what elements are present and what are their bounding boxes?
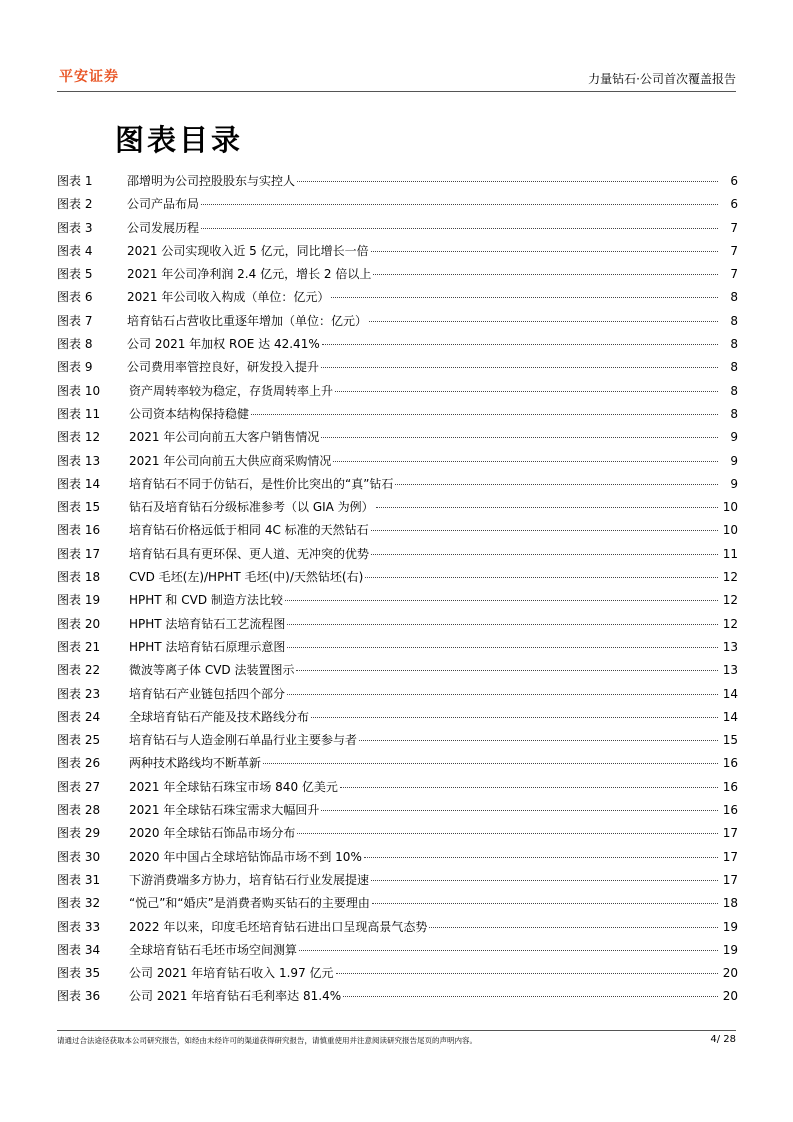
toc-entry-label: 图表 23 — [57, 686, 101, 701]
toc-dot-leader — [297, 181, 718, 182]
toc-entry[interactable] — [57, 496, 738, 519]
toc-entry-title[interactable]: 公司 2021 年加权 ROE 达 42.41% — [127, 337, 320, 352]
toc-dot-leader — [373, 274, 718, 275]
toc-entry-page: 11 — [722, 546, 738, 561]
toc-dot-leader — [333, 461, 718, 462]
toc-entry-page: 7 — [730, 267, 738, 282]
toc-entry[interactable] — [57, 892, 738, 915]
toc-entry-title[interactable]: 公司产品布局 — [127, 197, 200, 212]
toc-entry[interactable] — [57, 426, 738, 449]
toc-dot-leader — [321, 437, 718, 438]
toc-entry[interactable] — [57, 310, 738, 333]
toc-entry-title[interactable]: 2020 年全球钻石饰品市场分布 — [129, 826, 296, 841]
toc-dot-leader — [376, 507, 718, 508]
toc-entry-label: 图表 34 — [57, 942, 101, 957]
toc-entry-title[interactable]: 2021 公司实现收入近 5 亿元，同比增长一倍 — [127, 243, 369, 258]
toc-entry[interactable] — [57, 543, 738, 566]
toc-entry-label: 图表 27 — [57, 779, 101, 794]
toc-entry[interactable] — [57, 869, 738, 892]
toc-entry-page: 7 — [730, 243, 738, 258]
toc-entry-title[interactable]: 2020 年中国占全球培钻饰品市场不到 10% — [129, 849, 362, 864]
toc-dot-leader — [285, 600, 718, 601]
toc-entry-title[interactable]: 全球培育钻石产能及技术路线分布 — [129, 709, 310, 724]
toc-entry[interactable] — [57, 706, 738, 729]
toc-entry-title[interactable]: 公司费用率管控良好，研发投入提升 — [127, 360, 320, 375]
toc-entry-page: 14 — [722, 686, 738, 701]
toc-entry-label: 图表 18 — [57, 570, 101, 585]
toc-entry-title[interactable]: “悦己”和“婚庆”是消费者购买钻石的主要理由 — [129, 896, 370, 911]
toc-entry-title[interactable]: 两种技术路线均不断革新 — [129, 756, 262, 771]
toc-dot-leader — [331, 297, 718, 298]
toc-entry-page: 10 — [722, 523, 738, 538]
toc-entry[interactable] — [57, 356, 738, 379]
toc-entry-page: 9 — [730, 430, 738, 445]
toc-dot-leader — [322, 344, 718, 345]
toc-entry-label: 图表 19 — [57, 593, 101, 608]
toc-entry-title[interactable]: 2021 年全球钻石珠宝需求大幅回升 — [129, 803, 320, 818]
toc-entry[interactable] — [57, 962, 738, 985]
toc-heading: 图表目录 — [115, 123, 244, 157]
toc-entry-title[interactable]: 培育钻石与人造金刚石单晶行业主要参与者 — [129, 733, 358, 748]
toc-entry-label: 图表 6 — [57, 290, 93, 305]
toc-entry[interactable] — [57, 240, 738, 263]
toc-entry[interactable] — [57, 659, 738, 682]
toc-dot-leader — [365, 577, 718, 578]
toc-entry-page: 8 — [730, 406, 738, 421]
toc-entry-label: 图表 10 — [57, 383, 101, 398]
toc-entry-page: 16 — [722, 779, 738, 794]
toc-dot-leader — [335, 391, 718, 392]
toc-entry-label: 图表 2 — [57, 197, 93, 212]
toc-entry[interactable] — [57, 729, 738, 752]
toc-entry-title[interactable]: 公司 2021 年培育钻石毛利率达 81.4% — [129, 989, 342, 1004]
toc-entry-page: 8 — [730, 290, 738, 305]
toc-entry-title[interactable]: CVD 毛坯(左)/HPHT 毛坯(中)/天然钻坯(右) — [129, 570, 364, 585]
toc-entry-label: 图表 11 — [57, 406, 101, 421]
toc-entry-title[interactable]: 2021 年公司向前五大供应商采购情况 — [129, 453, 332, 468]
toc-entry-label: 图表 25 — [57, 733, 101, 748]
toc-entry[interactable] — [57, 170, 738, 193]
toc-dot-leader — [371, 251, 718, 252]
toc-entry[interactable] — [57, 193, 738, 216]
toc-entry-label: 图表 31 — [57, 872, 101, 887]
toc-entry-page: 8 — [730, 360, 738, 375]
toc-entry-title[interactable]: 邵增明为公司控股股东与实控人 — [127, 174, 296, 188]
toc-entry-page: 10 — [722, 500, 738, 515]
toc-entry-label: 图表 1 — [57, 174, 93, 188]
toc-dot-leader — [201, 228, 718, 229]
toc-dot-leader — [321, 810, 718, 811]
toc-entry[interactable] — [57, 403, 738, 426]
toc-entry-label: 图表 3 — [57, 220, 93, 235]
toc-entry-label: 图表 30 — [57, 849, 101, 864]
toc-entry-title[interactable]: 2022 年以来，印度毛坯培育钻石进出口呈现高景气态势 — [129, 919, 428, 934]
toc-entry-title[interactable]: 2021 年公司净利润 2.4 亿元，增长 2 倍以上 — [127, 267, 372, 282]
toc-entry-title[interactable]: 钻石及培育钻石分级标准参考（以 GIA 为例） — [129, 500, 374, 515]
toc-entry-title[interactable]: 公司 2021 年培育钻石收入 1.97 亿元 — [129, 966, 334, 981]
toc-entry-label: 图表 29 — [57, 826, 101, 841]
toc-entry-label: 图表 4 — [57, 243, 93, 258]
toc-dot-leader — [287, 694, 718, 695]
toc-entry[interactable] — [57, 683, 738, 706]
toc-entry[interactable] — [57, 799, 738, 822]
toc-entry-page: 16 — [722, 803, 738, 818]
toc-entry[interactable] — [57, 333, 738, 356]
report-title: 力量钻石·公司首次覆盖报告 — [588, 72, 736, 86]
toc-entry-page: 6 — [730, 174, 738, 188]
toc-entry-title[interactable]: 2021 年公司向前五大客户销售情况 — [129, 430, 320, 445]
toc-entry-page: 16 — [722, 756, 738, 771]
toc-entry-page: 12 — [722, 616, 738, 631]
toc-dot-leader — [395, 484, 718, 485]
header-divider — [57, 91, 736, 92]
toc-entry-label: 图表 7 — [57, 313, 93, 328]
toc-entry-label: 图表 12 — [57, 430, 101, 445]
toc-entry-title[interactable]: 2021 年全球钻石珠宝市场 840 亿美元 — [129, 779, 338, 794]
toc-entry-page: 20 — [722, 989, 738, 1004]
toc-dot-leader — [287, 647, 718, 648]
toc-entry-page: 19 — [722, 942, 738, 957]
toc-entry-label: 图表 17 — [57, 546, 101, 561]
toc-entry[interactable] — [57, 776, 738, 799]
toc-entry[interactable] — [57, 846, 738, 869]
toc-entry-label: 图表 13 — [57, 453, 101, 468]
toc-entry-label: 图表 33 — [57, 919, 101, 934]
toc-dot-leader — [251, 414, 718, 415]
toc-entry-page: 8 — [730, 337, 738, 352]
toc-entry[interactable] — [57, 613, 738, 636]
toc-entry-title[interactable]: 培育钻石占营收比重逐年增加（单位：亿元） — [127, 313, 368, 328]
toc-entry-title[interactable]: HPHT 法培育钻石工艺流程图 — [129, 616, 286, 631]
toc-entry-page: 9 — [730, 453, 738, 468]
toc-entry-label: 图表 8 — [57, 337, 93, 352]
toc-dot-leader — [340, 787, 718, 788]
toc-dot-leader — [364, 857, 718, 858]
toc-entry[interactable] — [57, 822, 738, 845]
toc-entry-label: 图表 9 — [57, 360, 93, 375]
toc-entry[interactable] — [57, 380, 738, 403]
toc-entry-label: 图表 21 — [57, 639, 101, 654]
toc-entry-title[interactable]: HPHT 和 CVD 制造方法比较 — [129, 593, 283, 608]
toc-entry-page: 6 — [730, 197, 738, 212]
toc-entry-title[interactable]: 培育钻石不同于仿钻石，是性价比突出的“真”钻石 — [129, 476, 394, 491]
footer-disclaimer: 请通过合法途径获取本公司研究报告，如经由未经许可的渠道获得研究报告，请慎重使用并注意阅读研究报告尾页的声明内容。 — [57, 1036, 477, 1045]
footer-divider — [57, 1030, 736, 1031]
toc-dot-leader — [311, 717, 718, 718]
toc-entry-title[interactable]: HPHT 法培育钻石原理示意图 — [129, 639, 286, 654]
toc-entry-page: 9 — [730, 476, 738, 491]
toc-entry-page: 17 — [722, 826, 738, 841]
toc-dot-leader — [371, 880, 718, 881]
toc-entry-label: 图表 35 — [57, 966, 101, 981]
toc-entry-page: 15 — [722, 733, 738, 748]
toc-entry-label: 图表 32 — [57, 896, 101, 911]
toc-entry[interactable] — [57, 217, 738, 240]
toc-entry[interactable] — [57, 286, 738, 309]
toc-entry-title[interactable]: 培育钻石具有更环保、更人道、无冲突的优势 — [129, 546, 370, 561]
toc-entry-page: 12 — [722, 593, 738, 608]
toc-entry-page: 19 — [722, 919, 738, 934]
page-number: 4/ 28 — [710, 1034, 736, 1045]
toc-entry-title[interactable]: 微波等离子体 CVD 法装置图示 — [129, 663, 295, 678]
company-logo: 平安证券 — [59, 69, 119, 85]
toc-entry[interactable] — [57, 985, 738, 1008]
toc-entry-page: 7 — [730, 220, 738, 235]
toc-entry-label: 图表 14 — [57, 476, 101, 491]
toc-dot-leader — [372, 903, 718, 904]
toc-entry-title[interactable]: 2021 年公司收入构成（单位：亿元） — [127, 290, 330, 305]
toc-entry-page: 20 — [722, 966, 738, 981]
toc-entry-page: 8 — [730, 383, 738, 398]
toc-entry-label: 图表 20 — [57, 616, 101, 631]
toc-entry-label: 图表 5 — [57, 267, 93, 282]
toc-entry-label: 图表 24 — [57, 709, 101, 724]
toc-entry-page: 13 — [722, 663, 738, 678]
toc-entry-title[interactable]: 培育钻石产业链包括四个部分 — [129, 686, 286, 701]
toc-entry[interactable] — [57, 566, 738, 589]
toc-entry-title[interactable]: 培育钻石价格远低于相同 4C 标准的天然钻石 — [129, 523, 369, 538]
toc-entry-title[interactable]: 资产周转率较为稳定，存货周转率上升 — [129, 383, 334, 398]
toc-dot-leader — [299, 950, 718, 951]
toc-dot-leader — [371, 554, 718, 555]
toc-entry-page: 14 — [722, 709, 738, 724]
toc-entry[interactable] — [57, 939, 738, 962]
toc-entry-title[interactable]: 公司发展历程 — [127, 220, 200, 235]
toc-entry-label: 图表 22 — [57, 663, 101, 678]
toc-entry-label: 图表 26 — [57, 756, 101, 771]
toc-entry-page: 17 — [722, 872, 738, 887]
toc-entry-page: 18 — [722, 896, 738, 911]
toc-entry[interactable] — [57, 473, 738, 496]
toc-entry-title[interactable]: 下游消费端多方协力，培育钻石行业发展提速 — [129, 872, 370, 887]
toc-dot-leader — [429, 927, 718, 928]
toc-entry[interactable] — [57, 589, 738, 612]
toc-entry-page: 17 — [722, 849, 738, 864]
toc-entry-label: 图表 36 — [57, 989, 101, 1004]
toc-entry[interactable] — [57, 519, 738, 542]
toc-entry-label: 图表 16 — [57, 523, 101, 538]
toc-entry-title[interactable]: 公司资本结构保持稳健 — [129, 406, 250, 421]
toc-dot-leader — [336, 973, 718, 974]
toc-dot-leader — [359, 740, 718, 741]
toc-entry[interactable] — [57, 916, 738, 939]
toc-entry-label: 图表 28 — [57, 803, 101, 818]
toc-entry[interactable] — [57, 752, 738, 775]
toc-dot-leader — [287, 624, 718, 625]
toc-entry-page: 12 — [722, 570, 738, 585]
toc-entry[interactable] — [57, 263, 738, 286]
toc-entry-label: 图表 15 — [57, 500, 101, 515]
toc-dot-leader — [263, 763, 718, 764]
toc-dot-leader — [321, 367, 718, 368]
toc-dot-leader — [201, 204, 718, 205]
toc-entry-page: 8 — [730, 313, 738, 328]
table-of-figures — [57, 170, 738, 1009]
toc-dot-leader — [296, 670, 718, 671]
toc-dot-leader — [371, 530, 718, 531]
toc-entry-title[interactable]: 全球培育钻石毛坯市场空间测算 — [129, 942, 298, 957]
toc-dot-leader — [369, 321, 718, 322]
toc-dot-leader — [297, 833, 718, 834]
toc-entry-page: 13 — [722, 639, 738, 654]
toc-entry[interactable] — [57, 636, 738, 659]
toc-entry[interactable] — [57, 450, 738, 473]
toc-dot-leader — [343, 996, 718, 997]
